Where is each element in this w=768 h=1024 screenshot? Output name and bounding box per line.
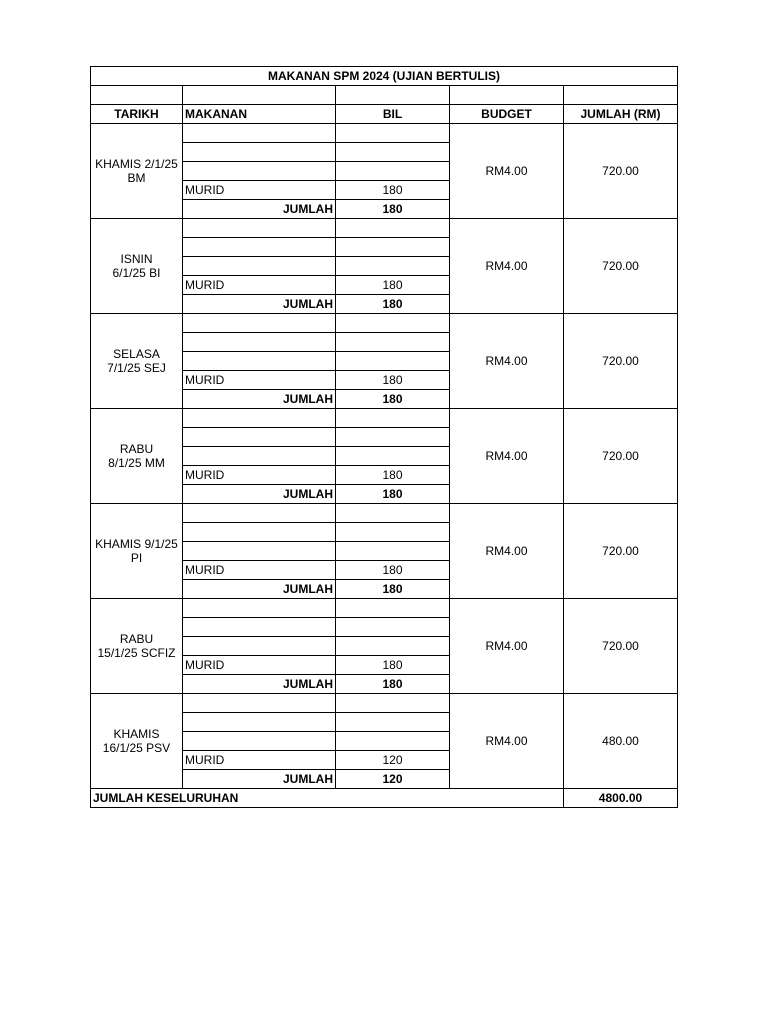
bil-cell <box>336 523 450 542</box>
total-cell: 720.00 <box>564 219 678 314</box>
item-count: 180 <box>336 561 450 580</box>
subtotal-label: JUMLAH <box>183 200 336 219</box>
subtotal-label: JUMLAH <box>183 390 336 409</box>
date-line: ISNIN <box>120 252 153 266</box>
header-tarikh: TARIKH <box>91 105 183 124</box>
food-budget-table <box>90 66 678 808</box>
item-count: 120 <box>336 751 450 770</box>
date-line: 15/1/25 SCFIZ <box>97 646 176 660</box>
makanan-cell <box>183 428 336 447</box>
bil-cell <box>336 314 450 333</box>
makanan-cell <box>183 219 336 238</box>
header-budget: BUDGET <box>450 105 564 124</box>
makanan-cell <box>183 504 336 523</box>
subtotal-count: 120 <box>336 770 450 789</box>
makanan-cell <box>183 124 336 143</box>
bil-cell <box>336 599 450 618</box>
bil-cell <box>336 732 450 751</box>
table-row <box>91 314 678 333</box>
date-line: RABU <box>119 442 154 456</box>
bil-cell <box>336 238 450 257</box>
table-row <box>91 124 678 143</box>
budget-cell: RM4.00 <box>450 314 564 409</box>
total-cell: 720.00 <box>564 599 678 694</box>
date-line: 7/1/25 SEJ <box>107 361 166 375</box>
date-cell <box>91 599 183 694</box>
subtotal-count: 180 <box>336 580 450 599</box>
item-label: MURID <box>183 371 336 390</box>
subtotal-count: 180 <box>336 295 450 314</box>
item-label: MURID <box>183 466 336 485</box>
date-line: RABU <box>119 632 154 646</box>
subtotal-label: JUMLAH <box>183 295 336 314</box>
date-cell <box>91 409 183 504</box>
date-cell <box>91 219 183 314</box>
total-cell: 480.00 <box>564 694 678 789</box>
makanan-cell <box>183 599 336 618</box>
table-row <box>91 599 678 618</box>
item-count: 180 <box>336 466 450 485</box>
item-count: 180 <box>336 656 450 675</box>
date-line: BM <box>127 171 146 185</box>
date-line: KHAMIS 9/1/25 <box>95 537 178 551</box>
date-line: SELASA <box>113 347 160 361</box>
item-label: MURID <box>183 751 336 770</box>
date-cell <box>91 124 183 219</box>
blank-row <box>91 86 678 105</box>
bil-cell <box>336 124 450 143</box>
total-cell: 720.00 <box>564 314 678 409</box>
item-label: MURID <box>183 181 336 200</box>
makanan-cell <box>183 409 336 428</box>
header-makanan: MAKANAN <box>183 105 336 124</box>
subtotal-label: JUMLAH <box>183 580 336 599</box>
grand-total-row <box>91 789 678 808</box>
makanan-cell <box>183 143 336 162</box>
bil-cell <box>336 428 450 447</box>
blank-cell <box>564 86 678 105</box>
makanan-cell <box>183 618 336 637</box>
makanan-cell <box>183 637 336 656</box>
bil-cell <box>336 618 450 637</box>
table-row <box>91 694 678 713</box>
subtotal-count: 180 <box>336 485 450 504</box>
bil-cell <box>336 409 450 428</box>
total-cell: 720.00 <box>564 409 678 504</box>
sheet-title: MAKANAN SPM 2024 (UJIAN BERTULIS) <box>91 67 678 86</box>
date-line: 6/1/25 BI <box>112 266 161 280</box>
bil-cell <box>336 637 450 656</box>
table-row <box>91 219 678 238</box>
blank-cell <box>336 86 450 105</box>
grand-total-label: JUMLAH KESELURUHAN <box>91 789 564 808</box>
subtotal-label: JUMLAH <box>183 770 336 789</box>
item-label: MURID <box>183 561 336 580</box>
item-label: MURID <box>183 276 336 295</box>
makanan-cell <box>183 447 336 466</box>
date-cell <box>91 694 183 789</box>
subtotal-count: 180 <box>336 390 450 409</box>
makanan-cell <box>183 352 336 371</box>
makanan-cell <box>183 713 336 732</box>
makanan-cell <box>183 257 336 276</box>
date-line: 8/1/25 MM <box>108 456 165 470</box>
grand-total-value: 4800.00 <box>564 789 678 808</box>
blank-cell <box>450 86 564 105</box>
item-count: 180 <box>336 371 450 390</box>
item-count: 180 <box>336 181 450 200</box>
date-line: KHAMIS 2/1/25 <box>95 157 178 171</box>
table-row <box>91 504 678 523</box>
item-count: 180 <box>336 276 450 295</box>
date-line: KHAMIS <box>113 727 160 741</box>
table-row <box>91 409 678 428</box>
budget-cell: RM4.00 <box>450 599 564 694</box>
bil-cell <box>336 219 450 238</box>
item-label: MURID <box>183 656 336 675</box>
date-line: PI <box>130 551 143 565</box>
makanan-cell <box>183 694 336 713</box>
header-jumlah: JUMLAH (RM) <box>564 105 678 124</box>
makanan-cell <box>183 333 336 352</box>
subtotal-label: JUMLAH <box>183 675 336 694</box>
makanan-cell <box>183 238 336 257</box>
date-line: 16/1/25 PSV <box>102 741 171 755</box>
blank-cell <box>91 86 183 105</box>
bil-cell <box>336 694 450 713</box>
subtotal-count: 180 <box>336 675 450 694</box>
makanan-cell <box>183 523 336 542</box>
bil-cell <box>336 333 450 352</box>
total-cell: 720.00 <box>564 124 678 219</box>
makanan-cell <box>183 542 336 561</box>
subtotal-count: 180 <box>336 200 450 219</box>
budget-cell: RM4.00 <box>450 694 564 789</box>
title-row <box>91 67 678 86</box>
total-cell: 720.00 <box>564 504 678 599</box>
bil-cell <box>336 257 450 276</box>
bil-cell <box>336 542 450 561</box>
bil-cell <box>336 447 450 466</box>
bil-cell <box>336 504 450 523</box>
bil-cell <box>336 352 450 371</box>
header-row <box>91 105 678 124</box>
budget-cell: RM4.00 <box>450 504 564 599</box>
date-cell <box>91 314 183 409</box>
subtotal-label: JUMLAH <box>183 485 336 504</box>
date-cell <box>91 504 183 599</box>
makanan-cell <box>183 162 336 181</box>
header-bil: BIL <box>336 105 450 124</box>
bil-cell <box>336 143 450 162</box>
makanan-cell <box>183 732 336 751</box>
makanan-cell <box>183 314 336 333</box>
blank-cell <box>183 86 336 105</box>
budget-cell: RM4.00 <box>450 124 564 219</box>
bil-cell <box>336 713 450 732</box>
bil-cell <box>336 162 450 181</box>
budget-cell: RM4.00 <box>450 409 564 504</box>
budget-cell: RM4.00 <box>450 219 564 314</box>
